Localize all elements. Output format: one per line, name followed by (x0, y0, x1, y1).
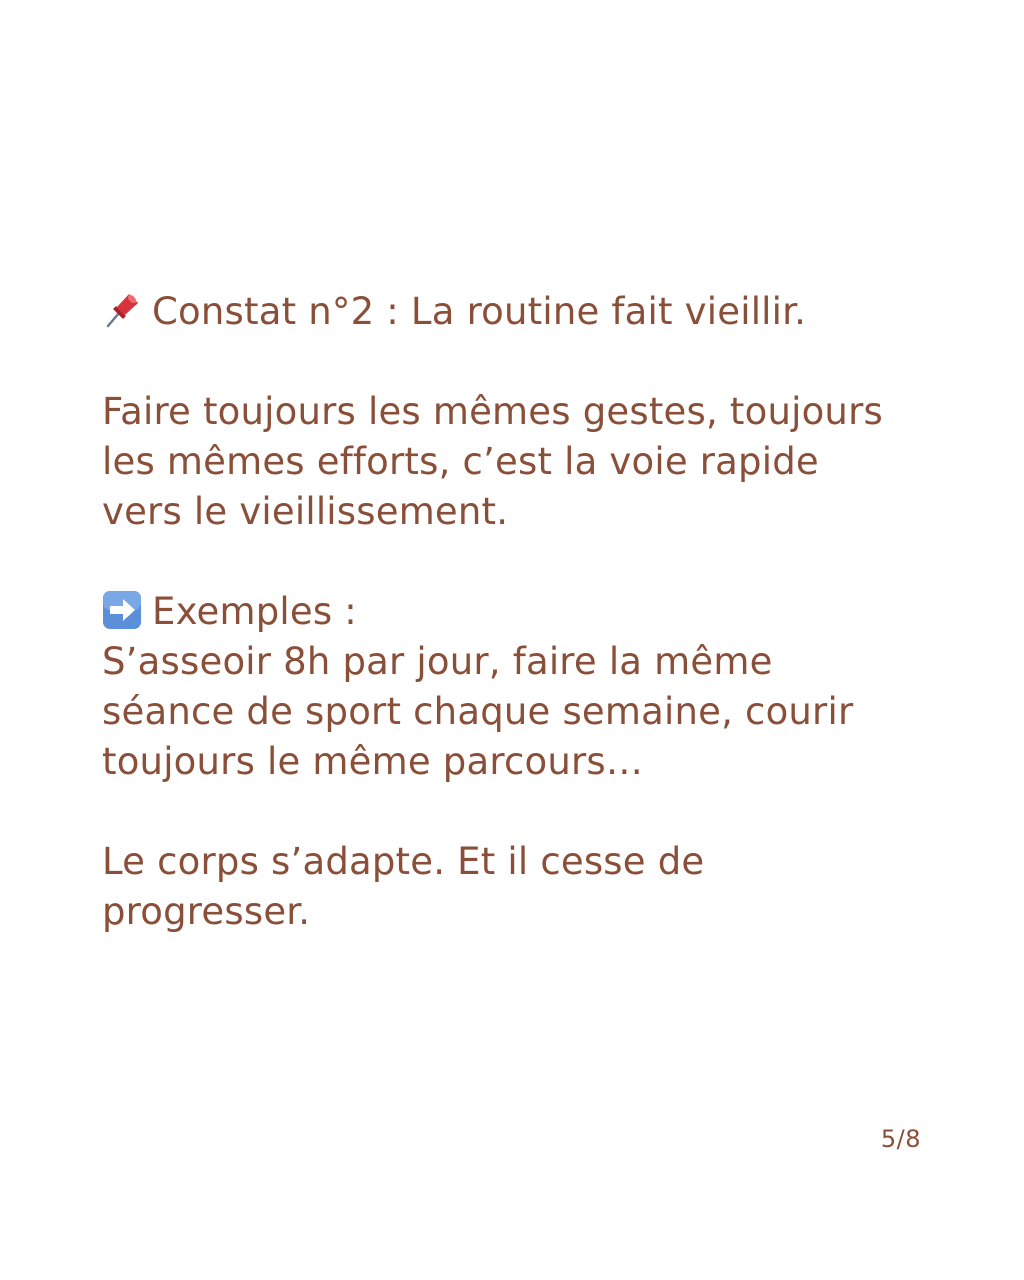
example-line: séance de sport chaque semaine, courir (102, 690, 854, 733)
heading (102, 287, 922, 337)
paragraph-line: vers le vieillissement. (102, 490, 509, 533)
spacer (102, 537, 922, 587)
example-line: S’asseoir 8h par jour, faire la même (102, 640, 773, 683)
conclusion-line: Le corps s’adapte. Et il cesse de (102, 840, 705, 883)
paragraph-routine (102, 387, 922, 537)
spacer (102, 787, 922, 837)
heading-text: Constat n°2 : La routine fait vieillir. (152, 290, 807, 333)
examples-label: Exemples : (152, 590, 357, 633)
pushpin-icon (102, 290, 142, 330)
paragraph-line: Faire toujours les mêmes gestes, toujours (102, 390, 883, 433)
page-counter: 5/8 (880, 1125, 921, 1153)
spacer (102, 337, 922, 387)
paragraph-line: les mêmes efforts, c’est la voie rapide (102, 440, 819, 483)
examples-text (102, 637, 922, 787)
paragraph-conclusion (102, 837, 922, 937)
conclusion-line: progresser. (102, 890, 311, 933)
slide-content (102, 287, 922, 937)
right-arrow-icon (102, 590, 142, 630)
example-line: toujours le même parcours… (102, 740, 644, 783)
examples-heading (102, 587, 922, 637)
